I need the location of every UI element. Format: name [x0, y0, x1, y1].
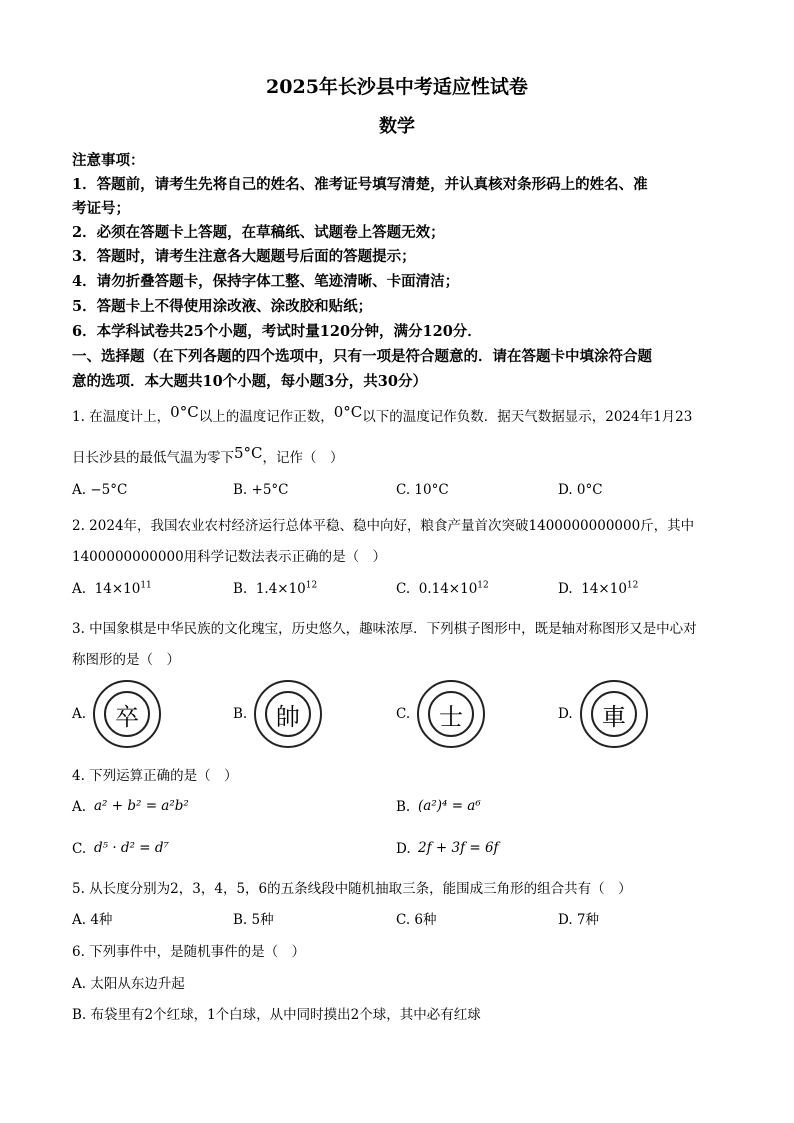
question-4-option-d-label: D. [396, 841, 411, 857]
question-4-option-d-expr: 2f + 3f = 6f [418, 840, 499, 856]
question-2-option-b: B. $1.4\times 10^{12}$ [233, 580, 318, 597]
question-4-option-b-expr: (a²)⁴ = a⁶ [418, 798, 481, 814]
question-3-line-2: 称图形的是（ ） [72, 652, 180, 668]
question-4-option-a-expr: a² + b² = a²b² [94, 798, 189, 814]
notice-item-1: 1．答题前，请考生先将自己的姓名、准考证号填写清楚，并认真核对条形码上的姓名、准 [72, 176, 648, 193]
question-6-stem: 6. 下列事件中，是随机事件的是（ ） [72, 944, 306, 960]
zero-celsius: 0°C [170, 403, 199, 421]
question-4-option-c-label: C. [72, 841, 87, 857]
question-4-option-a-label: A. [72, 799, 87, 815]
question-4-option-b-label: B. [396, 799, 411, 815]
notice-item-1-cont: 考证号； [72, 200, 130, 217]
notice-item-4: 4．请勿折叠答题卡，保持字体工整、笔迹清晰、卡面清洁； [72, 273, 460, 290]
question-1-option-b: B. +5°C [233, 482, 289, 498]
chess-piece-shuai-char: 帥 [265, 691, 311, 737]
question-5-option-a: A. 4种 [72, 912, 113, 928]
question-3-option-a-label: A. [72, 706, 87, 722]
question-1-option-a: A. −5°C [72, 482, 128, 498]
chess-piece-shuai [254, 680, 322, 748]
chess-piece-ju [580, 680, 648, 748]
question-5-option-c: C. 6种 [396, 912, 437, 928]
subject-title: 数学 [379, 116, 415, 137]
zero-celsius: 0°C [333, 403, 363, 421]
question-3-line-1: 3. 中国象棋是中华民族的文化瑰宝，历史悠久，趣味浓厚．下列棋子图形中，既是轴对称图形又是中心对 [72, 621, 697, 637]
question-3-option-b-label: B. [233, 706, 248, 722]
question-3-option-c-label: C. [396, 706, 411, 722]
question-4-stem: 4. 下列运算正确的是（ ） [72, 768, 238, 784]
question-5-option-b: B. 5种 [233, 912, 274, 928]
question-6-option-b: B. 布袋里有2个红球，1个白球，从中同时摸出2个球，其中必有红球 [72, 1007, 481, 1023]
chess-piece-zu-char: 卒 [104, 691, 150, 737]
exam-title: 2025年长沙县中考适应性试卷 [266, 76, 528, 98]
question-6-option-a: A. 太阳从东边升起 [72, 976, 185, 992]
notice-item-5: 5．答题卡上不得使用涂改液、涂改胶和贴纸； [72, 298, 373, 315]
question-1-line-2: 日长沙县的最低气温为零下5°C，记作（ ） [72, 444, 344, 466]
question-2-option-c: C. $0.14\times 10^{12}$ [396, 580, 489, 597]
notice-item-6: 6．本学科试卷共25个小题，考试时量120分钟，满分120分． [72, 323, 482, 340]
question-2-option-d: D. $14\times 10^{12}$ [558, 580, 639, 597]
chess-piece-zu [93, 680, 161, 748]
notice-item-3: 3．答题时，请考生注意各大题题号后面的答题提示； [72, 248, 416, 265]
question-1-line-1: 1. 在温度计上，0°C以上的温度记作正数，0°C以下的温度记作负数．据天气数据显示，2024年1月23 [72, 403, 693, 425]
chess-piece-ju-char: 車 [591, 691, 637, 737]
question-2-line-2: 1400000000000用科学记数法表示正确的是（ ） [72, 549, 387, 565]
question-1-option-d: D. 0°C [558, 482, 603, 498]
question-5-stem: 5. 从长度分别为2，3，4，5，6的五条线段中随机抽取三条，能围成三角形的组合共有（ ） [72, 881, 632, 897]
question-2-line-1: 2. 2024年，我国农业农村经济运行总体平稳、稳中向好，粮食产量首次突破1400000000000斤，其中 [72, 518, 695, 534]
chess-piece-shi-char: 士 [428, 691, 474, 737]
chess-piece-shi [417, 680, 485, 748]
question-3-option-d-label: D. [558, 706, 573, 722]
notice-heading: 注意事项： [72, 152, 145, 169]
question-4-option-c-expr: d⁵ · d² = d⁷ [94, 840, 169, 856]
question-2-option-a: A. $14\times 10^{11}$ [72, 580, 152, 597]
notice-item-2: 2．必须在答题卡上答题，在草稿纸、试题卷上答题无效； [72, 224, 445, 241]
question-1-option-c: C. 10°C [396, 482, 449, 498]
section-heading-cont: 意的选项．本大题共10个小题，每小题3分，共30分） [72, 373, 427, 390]
question-5-option-d: D. 7种 [558, 912, 600, 928]
section-heading: 一、选择题（在下列各题的四个选项中，只有一项是符合题意的．请在答题卡中填涂符合题 [72, 348, 652, 365]
five-celsius: 5°C [234, 444, 263, 462]
